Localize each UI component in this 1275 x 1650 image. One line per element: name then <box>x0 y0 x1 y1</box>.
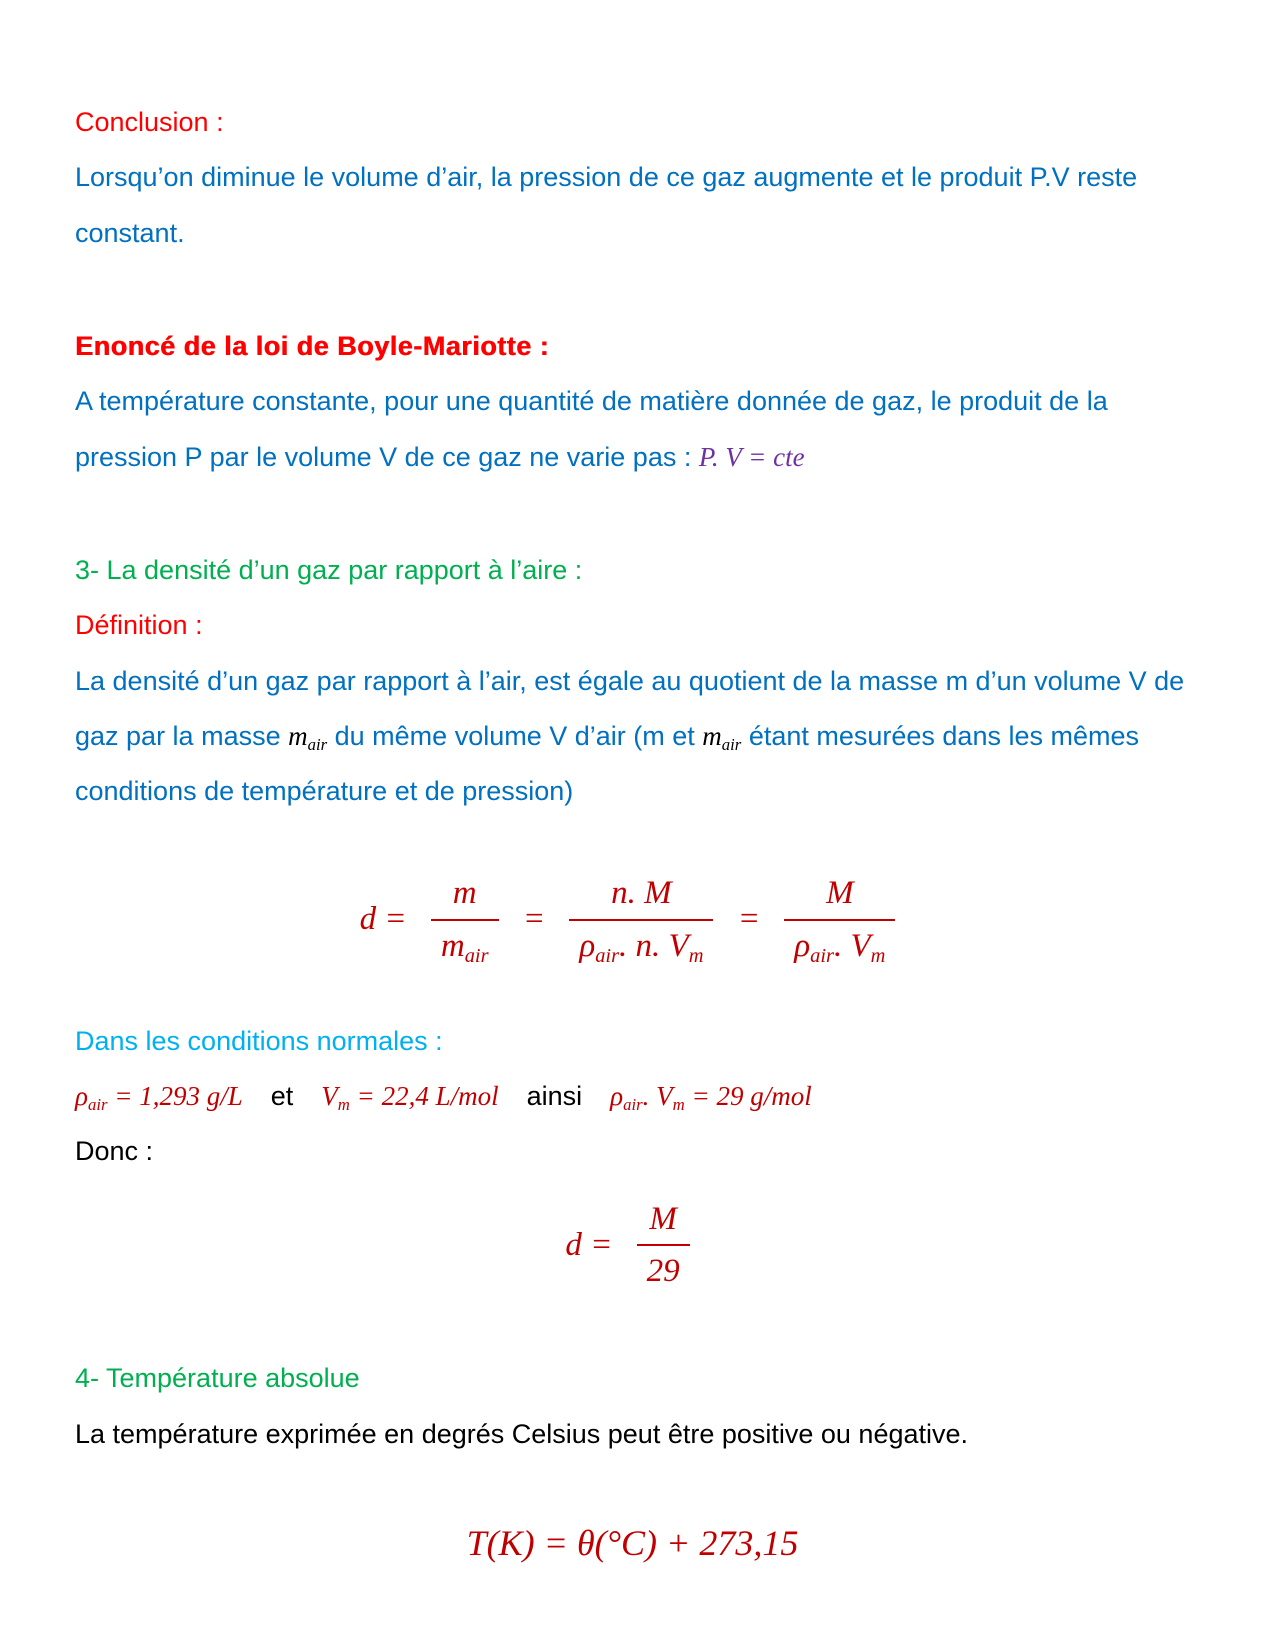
fraction-M-over-rho-Vm: $\frac{M}{\rho_{air}. V_m}$ <box>784 872 895 968</box>
conditions-normales-heading: Dans les conditions normales : <box>75 1025 443 1056</box>
vm-value: $V_m = 22,4$ L/mol <box>321 1080 499 1114</box>
density-definition-body <box>75 654 1190 820</box>
definition-label: Définition : <box>75 610 203 641</box>
m-air-inline-math: $m_{air}$ <box>288 721 328 755</box>
rho-vm-product-value: $\rho_{air}$. $V_m = 29$ g/mol <box>610 1080 812 1114</box>
boyle-mariotte-body <box>75 374 1190 485</box>
density-body-part3: étant mesurées dans les mêmes conditions de température et de pression) <box>75 721 1139 807</box>
density-formula <box>75 872 1190 968</box>
m-air-inline-math-2: $m_{air}$ <box>702 721 742 755</box>
donc-label: Donc : <box>75 1136 154 1167</box>
conditions-values-line <box>75 1069 1190 1124</box>
rho-air-value: $\rho_{air} = 1,293$ g/L <box>75 1080 243 1114</box>
density-body-part1: La densité d’un gaz par rapport à l’air, est égale au quotient de la masse m d’un volume V de gaz par la masse <box>75 665 1185 752</box>
fraction-M-over-29: $\frac{M}{29}$ <box>637 1198 690 1294</box>
equals-sign: = <box>522 901 546 938</box>
boyle-formula: P. V = cte <box>698 441 805 472</box>
density-formula-lhs: d = <box>359 901 407 938</box>
boyle-body-text: A température constante, pour une quantité de matière donnée de gaz, le produit de la pression P par le volume V de ce gaz ne varie pas : <box>75 386 1108 472</box>
kelvin-celsius-formula: T(K) = θ(°C) + 273,15 <box>466 1523 799 1564</box>
connector-et: et <box>270 1080 294 1111</box>
d-equals-M-over-29-formula: d = $\frac{M}{29}$ <box>75 1198 1190 1294</box>
temperature-section-heading: 4- Température absolue <box>75 1363 360 1394</box>
conclusion-body: Lorsqu’on diminue le volume d’air, la pression de ce gaz augmente et le produit P.V reste constant. <box>75 162 1138 248</box>
equals-sign: = <box>737 901 761 938</box>
fraction-nM-over-rho-n-Vm: $\frac{n. M}{\rho_{air}. n. V_m}$ <box>569 872 713 968</box>
temperature-body: La température exprimée en degrés Celsius peut être positive ou négative. <box>75 1418 969 1449</box>
density-section-heading: 3- La densité d’un gaz par rapport à l’aire : <box>75 555 583 586</box>
connector-ainsi: ainsi <box>526 1080 583 1111</box>
fraction-m-over-mair: $\frac{m}{m_{air}}$ <box>431 872 499 968</box>
density-body-part2: du même volume V d’air (m et <box>327 721 703 752</box>
conclusion-heading: Conclusion : <box>75 107 224 137</box>
boyle-mariotte-heading: Enoncé de la loi de Boyle-Mariotte : <box>75 331 550 362</box>
